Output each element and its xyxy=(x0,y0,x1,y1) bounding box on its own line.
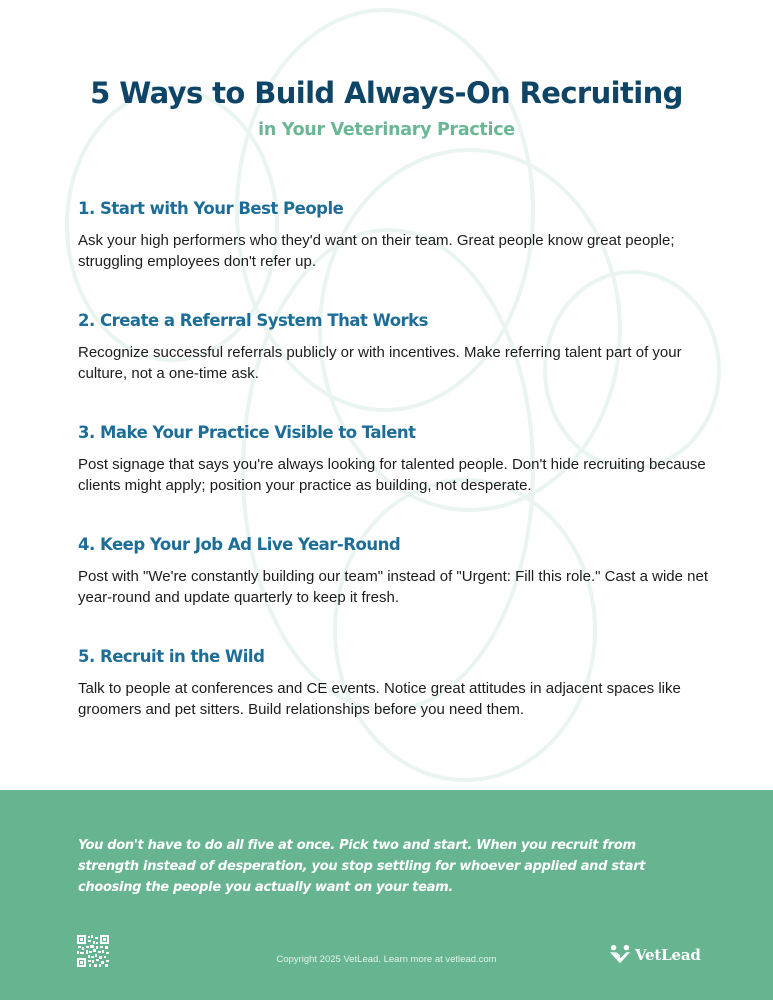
copyright-text: Copyright 2025 VetLead. Learn more at vetlead.com xyxy=(276,954,497,965)
logo-wordmark: VetLead xyxy=(635,946,701,964)
tip-heading: 3. Make Your Practice Visible to Talent xyxy=(78,423,416,442)
tip-heading: 2. Create a Referral System That Works xyxy=(78,311,428,330)
footer-banner xyxy=(0,790,773,1000)
page-title: 5 Ways to Build Always-On Recruiting xyxy=(90,76,683,110)
tip-section-4 xyxy=(78,535,718,608)
vetlead-logo[interactable] xyxy=(609,944,701,966)
tip-section-3 xyxy=(78,423,718,496)
tip-body: Post with "We're constantly building our team" instead of "Urgent: Fill this role." Cast a wide net year-round and update quarterly to keep it fresh. xyxy=(78,568,709,606)
tip-section-2 xyxy=(78,311,718,384)
tip-section-1 xyxy=(78,199,718,272)
page-subtitle: in Your Veterinary Practice xyxy=(258,120,515,140)
tip-heading: 1. Start with Your Best People xyxy=(78,199,344,218)
closing-quote: You don't have to do all five at once. Pick two and start. When you recruit from strength instead of desperation, you stop settling for whoever applied and start choosing the people you actually want on your team. xyxy=(78,838,646,895)
vetlead-heart-people-icon xyxy=(609,944,631,966)
tip-body: Ask your high performers who they'd want on their team. Great people know great people; struggling employees don't refer up. xyxy=(78,232,675,270)
tip-heading: 4. Keep Your Job Ad Live Year-Round xyxy=(78,535,401,554)
tip-body: Recognize successful referrals publicly or with incentives. Make referring talent part of your culture, not a one-time ask. xyxy=(78,344,682,382)
tip-body: Talk to people at conferences and CE events. Notice great attitudes in adjacent spaces like groomers and pet sitters. Build relationships before you need them. xyxy=(78,680,681,718)
tip-body: Post signage that says you're always looking for talented people. Don't hide recruiting because clients might apply; position your practice as building, not desperate. xyxy=(78,456,706,494)
tip-section-5 xyxy=(78,647,718,720)
tip-heading: 5. Recruit in the Wild xyxy=(78,647,265,666)
